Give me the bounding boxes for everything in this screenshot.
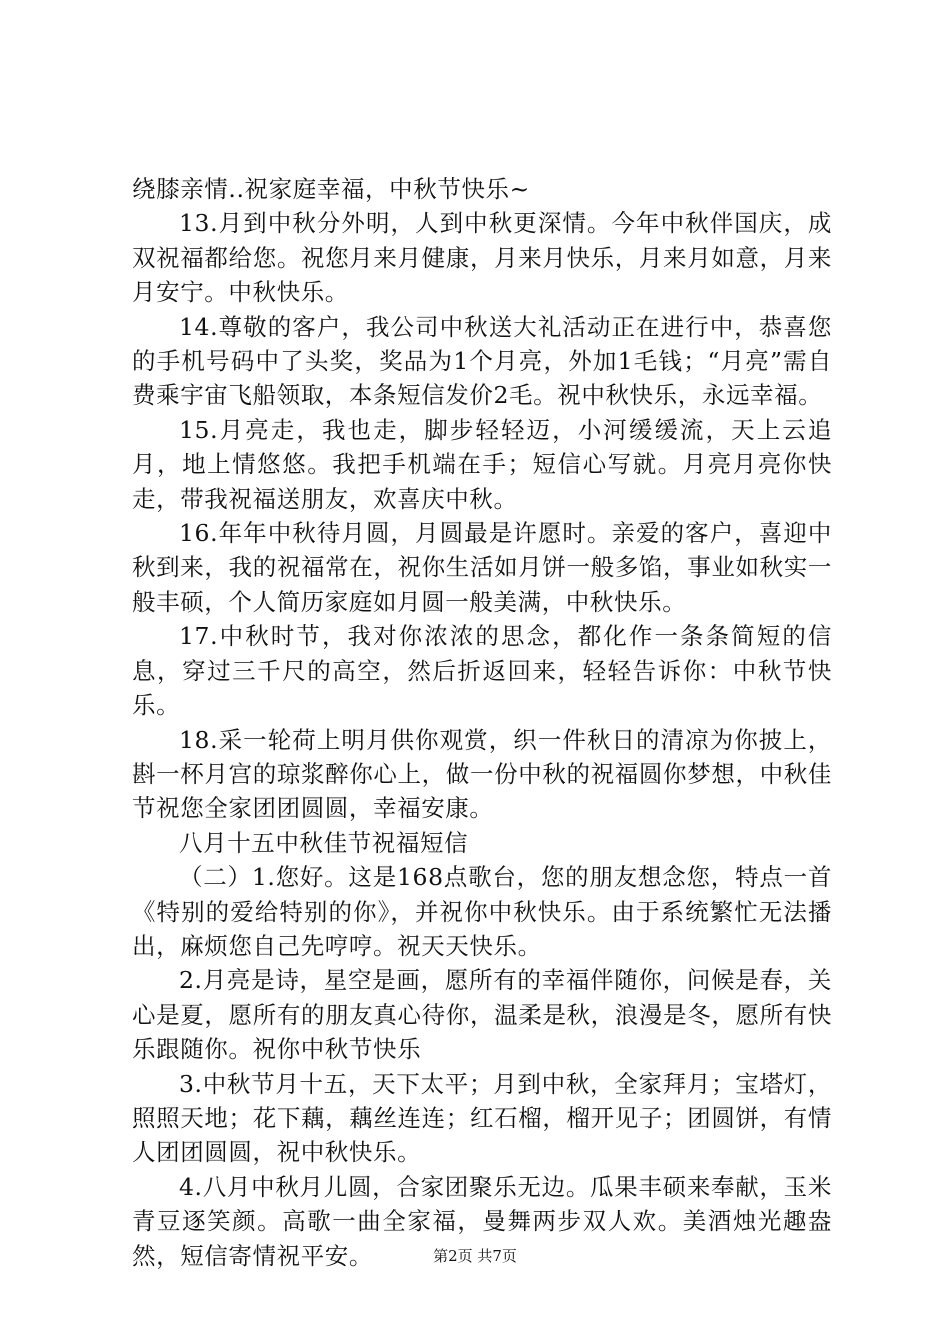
paragraph-13: 13.月到中秋分外明，人到中秋更深情。今年中秋伴国庆，成双祝福都给您。祝您月来月健康，月来月快乐，月来月如意，月来月安宁。中秋快乐。 xyxy=(132,209,832,307)
document-body xyxy=(132,172,832,1273)
paragraph-2-1: （二）1.您好。这是168点歌台，您的朋友想念您，特点一首《特别的爱给特别的你》，并祝你中秋快乐。由于系统繁忙无法播出，麻烦您自己先哼哼。祝天天快乐。 xyxy=(132,863,832,960)
paragraph-0: 绕膝亲情..祝家庭幸福，中秋节快乐~ xyxy=(132,175,530,203)
paragraph-15: 15.月亮走，我也走，脚步轻轻迈，小河缓缓流，天上云追月，地上情悠悠。我把手机端在手；短信心写就。月亮月亮你快走，带我祝福送朋友，欢喜庆中秋。 xyxy=(132,415,832,513)
paragraph-17: 17.中秋时节，我对你浓浓的思念，都化作一条条简短的信息，穿过三千尺的高空，然后折返回来，轻轻告诉你：中秋节快乐。 xyxy=(132,622,832,720)
paragraph-16: 16.年年中秋待月圆，月圆最是许愿时。亲爱的客户，喜迎中秋到来，我的祝福常在，祝你生活如月饼一般多馅，事业如秋实一般丰硕，个人简历家庭如月圆一般美满，中秋快乐。 xyxy=(132,519,832,616)
section-heading: 八月十五中秋佳节祝福短信 xyxy=(179,828,469,857)
paragraph-2-3: 3.中秋节月十五，天下太平；月到中秋，全家拜月；宝塔灯，照照天地；花下藕，藕丝连连；红石榴，榴开见子；团圆饼，有情人团团圆圆，祝中秋快乐。 xyxy=(132,1069,832,1167)
paragraph-14: 14.尊敬的客户，我公司中秋送大礼活动正在进行中，恭喜您的手机号码中了头奖，奖品为1个月亮，外加1毛钱；“月亮”需自费乘宇宙飞船领取，本条短信发价2毛。祝中秋快乐，永远幸福。 xyxy=(132,312,832,410)
paragraph-18: 18.采一轮荷上明月供你观赏，织一件秋日的清凉为你披上，斟一杯月宫的琼浆醉你心上，做一份中秋的祝福圆你梦想，中秋佳节祝您全家团团圆圆，幸福安康。 xyxy=(132,725,832,823)
paragraph-2-4: 4.八月中秋月儿圆，合家团聚乐无边。瓜果丰硕来奉献，玉米青豆逐笑颜。高歌一曲全家福，曼舞两步双人欢。美酒烛光趣盎然，短信寄情祝平安。 xyxy=(132,1172,832,1270)
page-number: 第2页 共7页 xyxy=(433,1247,517,1265)
paragraph-2-2: 2.月亮是诗，星空是画，愿所有的幸福伴随你，问候是春，关心是夏，愿所有的朋友真心待你，温柔是秋，浪漫是冬，愿所有快乐跟随你。祝你中秋节快乐 xyxy=(132,966,832,1064)
